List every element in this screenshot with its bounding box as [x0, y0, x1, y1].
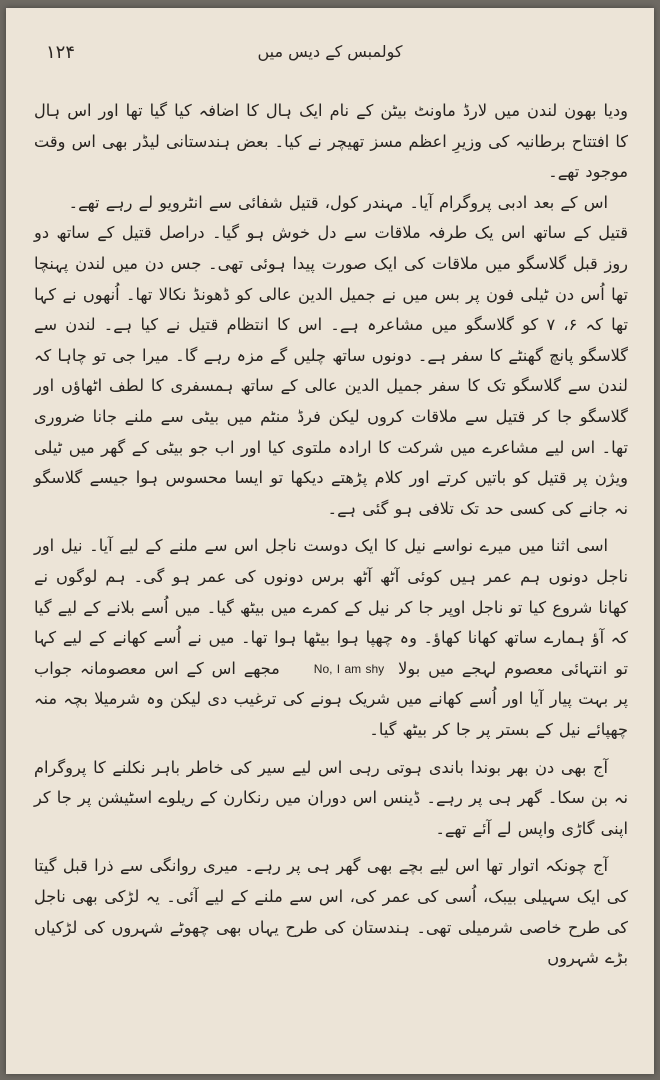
page-number: ۱۲۴: [46, 42, 76, 63]
text-line: طرح خاصی شرمیلی تھی۔ ہندستان کی طرح یہاں بھی چھوٹے شہروں کی لڑکیاں بڑے شہروں: [34, 917, 628, 968]
paragraph-literary-program: [34, 188, 628, 219]
text-line: گلاسگو میں مشاعرہ ہے۔ اس کا انتظام قتیل نے کیا ہے۔ لندن سے گلاسگو پانچ گھنٹے کا: [34, 315, 628, 365]
text-line: میں بیٹی سے ملنے جانا ضروری تھا۔ اس لیے مشاعرے میں شرکت کا ارادہ ملتوی کیا اور اب: [34, 406, 628, 457]
text-line: آج چونکہ اتوار تھا اس لیے بچے بھی گھر ہی پر رہے۔ میری روانگی سے ذرا قبل: [62, 856, 608, 876]
text-line: کھانے میں شریک ہونے کی ترغیب دی لیکن وہ شرمیلا بچہ منہ چھپائے نیل کے بستر پر: [34, 689, 628, 740]
paragraph-hall-opening: [34, 96, 628, 188]
text-line: نیل اور ناجل دونوں ہم عمر ہیں کوئی آٹھ آٹھ برس دونوں کی عمر ہو گی۔ ہم لوگوں نے کھانا شروع: [34, 536, 629, 617]
text-line: عالی کے ساتھ ہمسفری کا لطف اٹھاؤں اور گلاسگو جا کر قتیل سے ملاقات کروں لیکن فرڈ منٹم: [34, 376, 629, 426]
paragraph-drizzle-day: [34, 753, 628, 845]
text-line: سفر ہے۔ دونوں ساتھ چلیں گے مزہ رہے گا۔ میرا جی تو چاہا کہ لندن سے گلاسگو تک کا سفر جمیل الدین: [34, 345, 628, 396]
paragraph-sunday-visit: [34, 851, 628, 973]
text-line: جا کر بیٹھ گیا۔: [369, 720, 471, 740]
english-quote: No, I am shy: [313, 661, 385, 676]
text-line: جیسے گلاسگو نہ جانے کی کسی حد تک تلافی ہو گئی ہے۔: [34, 468, 628, 518]
text-line: سکا۔ گھر ہی پر رہے۔ ڈینس اس دوران میں رنکارن کے ریلوے اسٹیشن پر جا کر اپنی: [34, 788, 628, 838]
page-header: [6, 42, 654, 70]
text-line: گیتا کی ایک سہیلی بیبک، اُسی کی عمر کی، اس سے ملنے کے لیے آئی۔ یہ لڑکی بھی ناجل کی: [34, 856, 628, 937]
text-line: قتیل کے ساتھ اس یک طرفہ ملاقات سے دل خوش ہو گیا۔ دراصل قتیل کے ساتھ دو روز: [34, 223, 628, 273]
text-line: آج بھی دن بھر بوندا باندی ہوتی رہی اس لیے سیر کی خاطر باہر نکلنے کا پروگرام نہ بن: [34, 757, 628, 808]
text-line: جو بیٹی کے گھر میں ٹیلی ویژن پر قتیل کو باتیں کرتے اور کلام پڑھتے دیکھا تو ایسا محسوس ہوا: [34, 437, 628, 488]
text-line: گاڑی واپس لے آئے تھے۔: [435, 818, 595, 838]
text-line: اسی اثنا میں میرے نواسے نیل کا ایک دوست ناجل اس سے ملنے کے لیے آیا۔: [89, 536, 609, 556]
text-line: کیا تو ناجل اوپر جا کر نیل کے کمرے میں بیٹھ گیا۔ میں اُسے بلانے کے لیے گیا کہ آؤ ہمارے: [34, 597, 628, 648]
text-line: اس کے بعد ادبی پروگرام آیا۔ مہندر کول، قتیل شفائی سے انٹرویو لے رہے تھے۔: [68, 192, 608, 212]
book-page: [6, 8, 654, 1074]
text-line: لہجے میں بولاNo, I am shyمجھے اس کے اس معصومانہ جواب پر بہت پیار آیا اور اُسے: [34, 659, 628, 709]
text-line: ودیا بھون لندن میں لارڈ ماونٹ بیٹن کے نام ایک ہال کا اضافہ کیا گیا تھا اور اس ہال: [34, 101, 628, 120]
running-title: کولمبس کے دیس میں: [257, 42, 403, 61]
text-line: دن ٹیلی فون پر بس میں نے جمیل الدین عالی کو ڈھونڈ نکالا تھا۔ اُنھوں نے کہا تھا کہ ۶، ۷ کو: [34, 284, 628, 335]
body-text: [34, 96, 628, 974]
paragraph-nigel-visit: [34, 531, 628, 745]
paragraph-qateel-meeting: [34, 218, 628, 524]
text-line: قبل گلاسگو میں ملاقات کی ایک صورت پیدا ہوئی تھی۔ جس دن میں لندن پہنچا تھا اُس: [34, 253, 628, 304]
text-line: ساتھ کھانا کھاؤ۔ وہ چھپا ہوا بیٹھا ہوا تھا۔ میں نے اُسے کھانے کے لیے کہا تو انتہائی معصوم: [34, 628, 628, 678]
text-line: کا افتتاح برطانیہ کی وزیرِ اعظم مسز تھیچر نے کیا۔ بعض ہندستانی لیڈر بھی اس وقت موجود تھے۔: [34, 131, 628, 182]
